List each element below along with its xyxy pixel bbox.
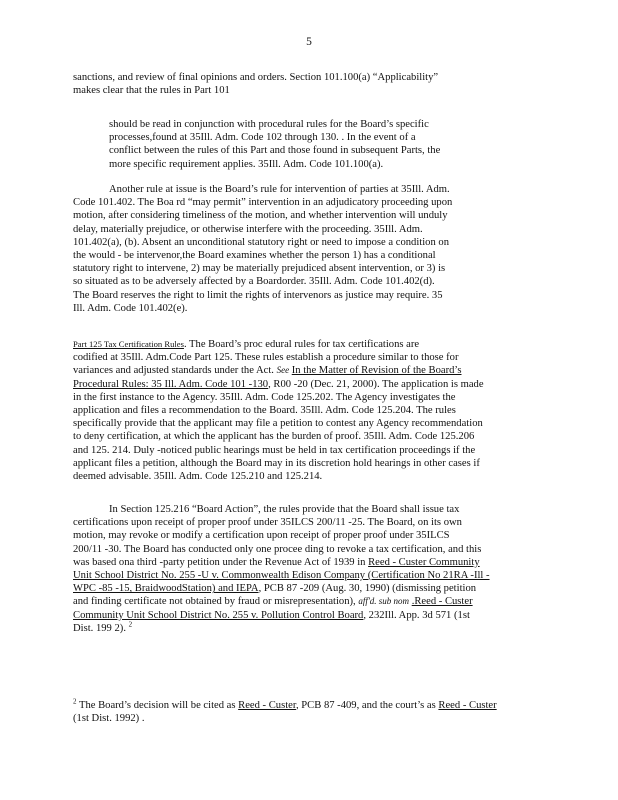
text-line: specifically provide that the applicant may file a petition to contest any Agency recommendation [73, 418, 483, 430]
text-line: codified at 35Ill. Adm.Code Part 125. These rules establish a procedure similar to those for [73, 352, 459, 364]
text-line: statutory right to intervene, 2) may be materially prejudiced absent intervention, or 3) is [73, 263, 446, 275]
paragraph-intervention [73, 183, 541, 315]
case-citation: Reed - Custer Community [368, 556, 480, 568]
text-line [73, 609, 541, 622]
text-line: 200/11 -30. The Board has conducted only one procee ding to revoke a tax certification, and this [73, 543, 482, 555]
text-line: (1st Dist. 1992) . [73, 713, 145, 725]
text-run: The Board’s decision will be cited as [78, 700, 236, 711]
signal-see: See [276, 365, 290, 376]
case-citation: Reed - Custer [238, 700, 296, 711]
text-line: motion, may revoke or modify a certification upon receipt of proper proof under 35ILCS [73, 530, 450, 542]
text-line: and 125. 214. Duly -noticed public hearings must be held in tax certification proceedings if the [73, 444, 476, 456]
text-line: the would - be intervenor,the Board examines whether the person 1) has a conditional [73, 250, 436, 262]
text-line: 101.402(a), (b). Absent an unconditional statutory right or need to impose a condition on [73, 236, 450, 248]
section-heading: Part 125 Tax Certification Rules [73, 339, 184, 349]
case-citation: Community Unit School District No. 255 v. Pollution Control Board [73, 609, 364, 621]
signal-affd: aff'd. sub nom [358, 596, 410, 607]
case-citation: In the Matter of Revision of the Board’s [291, 365, 462, 377]
text-line [73, 569, 541, 582]
footnote [73, 699, 541, 725]
text-line: makes clear that the rules in Part 101 [73, 85, 230, 97]
footnote-marker: 2 [73, 697, 77, 706]
text-line: so situated as to be adversely affected by a Boardorder. 35Ill. Adm. Code 101.402(d). [73, 276, 435, 288]
block-quote [109, 118, 484, 171]
text-line: delay, materially prejudice, or otherwise interfere with the proceeding. 35Ill. Adm. [73, 223, 423, 235]
text-line: applicant files a petition, although the Board may in its discretion hold hearings in other cases if [73, 457, 480, 469]
text-run: variances and adjusted standards under the Act. [73, 365, 274, 377]
text-line: The Board reserves the right to limit the rights of intervenors as justice may require. 35 [73, 289, 443, 301]
text-line [73, 338, 541, 351]
page-number: 5 [306, 36, 312, 48]
case-citation: Reed - Custer [438, 700, 497, 711]
text-line: certifications upon receipt of proper proof under 35ILCS 200/11 -25. The Board, on its own [73, 517, 462, 529]
text-run: , PCB 87 -209 (Aug. 30, 1990) (dismissing petition [258, 583, 477, 595]
text-line: sanctions, and review of final opinions and orders. Section 101.100(a) “Applicability” [73, 72, 439, 83]
text-line [73, 582, 541, 595]
text-line [73, 364, 541, 377]
text-line: in the first instance to the Agency. 35Ill. Adm. Code 125.202. The Agency investigates the [73, 391, 456, 403]
text-line: In Section 125.216 “Board Action”, the rules provide that the Board shall issue tax [109, 504, 460, 515]
paragraph-applicability [73, 71, 541, 97]
text-line [73, 699, 541, 712]
text-run: , R00 -20 (Dec. 21, 2000). The application is made [268, 378, 484, 390]
case-citation: WPC -85 -15, BraidwoodStation) and IEPA [73, 583, 259, 595]
text-line [73, 622, 541, 635]
text-line: Ill. Adm. Code 101.402(e). [73, 302, 188, 314]
text-line: conflict between the rules of this Part and those found in subsequent Parts, the [109, 145, 441, 157]
case-citation: Procedural Rules: 35 Ill. Adm. Code 101 -130 [73, 378, 269, 390]
case-citation: Unit School District No. 255 -U v. Commonwealth Edison Company (Certification No 21RA -Ill - [73, 570, 490, 582]
case-citation: .Reed - Custer [411, 596, 473, 608]
footnote-reference: 2 [128, 620, 133, 629]
text-run: , PCB 87 -409, and the court’s as [295, 700, 436, 711]
text-line: Another rule at issue is the Board’s rule for intervention of parties at 35Ill. Adm. [109, 184, 450, 195]
text-line [73, 556, 541, 569]
text-run: and finding certificate not obtained by fraud or misrepresentation), [73, 596, 356, 608]
text-line: processes,found at 35Ill. Adm. Code 102 through 130. . In the event of a [109, 132, 416, 144]
text-line: to deny certification, at which the applicant has the burden of proof. 35Ill. Adm. Code 125.206 [73, 431, 475, 443]
text-line: deemed advisable. 35Ill. Adm. Code 125.210 and 125.214. [73, 471, 323, 483]
text-line: more specific requirement applies. 35Ill. Adm. Code 101.100(a). [109, 158, 384, 170]
paragraph-tax-certification [73, 338, 541, 483]
paragraph-board-action [73, 503, 541, 635]
text-line: application and files a recommendation to the Board. 35Ill. Adm. Code 125.204. The rules [73, 405, 456, 417]
text-run: , 232Ill. App. 3d 571 (1st [363, 609, 470, 621]
text-line [73, 378, 541, 391]
text-run: Dist. 199 2). [73, 622, 126, 634]
text-line [73, 595, 541, 608]
text-line: Code 101.402. The Boa rd “may permit” intervention in an adjudicatory proceeding upon [73, 197, 453, 209]
text-run: . The Board’s proc edural rules for tax certifications are [183, 339, 420, 350]
text-line: motion, after considering timeliness of the motion, and whether intervention will unduly [73, 210, 448, 222]
text-run: was based ona third -party petition under the Revenue Act of 1939 in [73, 556, 366, 568]
text-line: should be read in conjunction with procedural rules for the Board’s specific [109, 119, 429, 130]
